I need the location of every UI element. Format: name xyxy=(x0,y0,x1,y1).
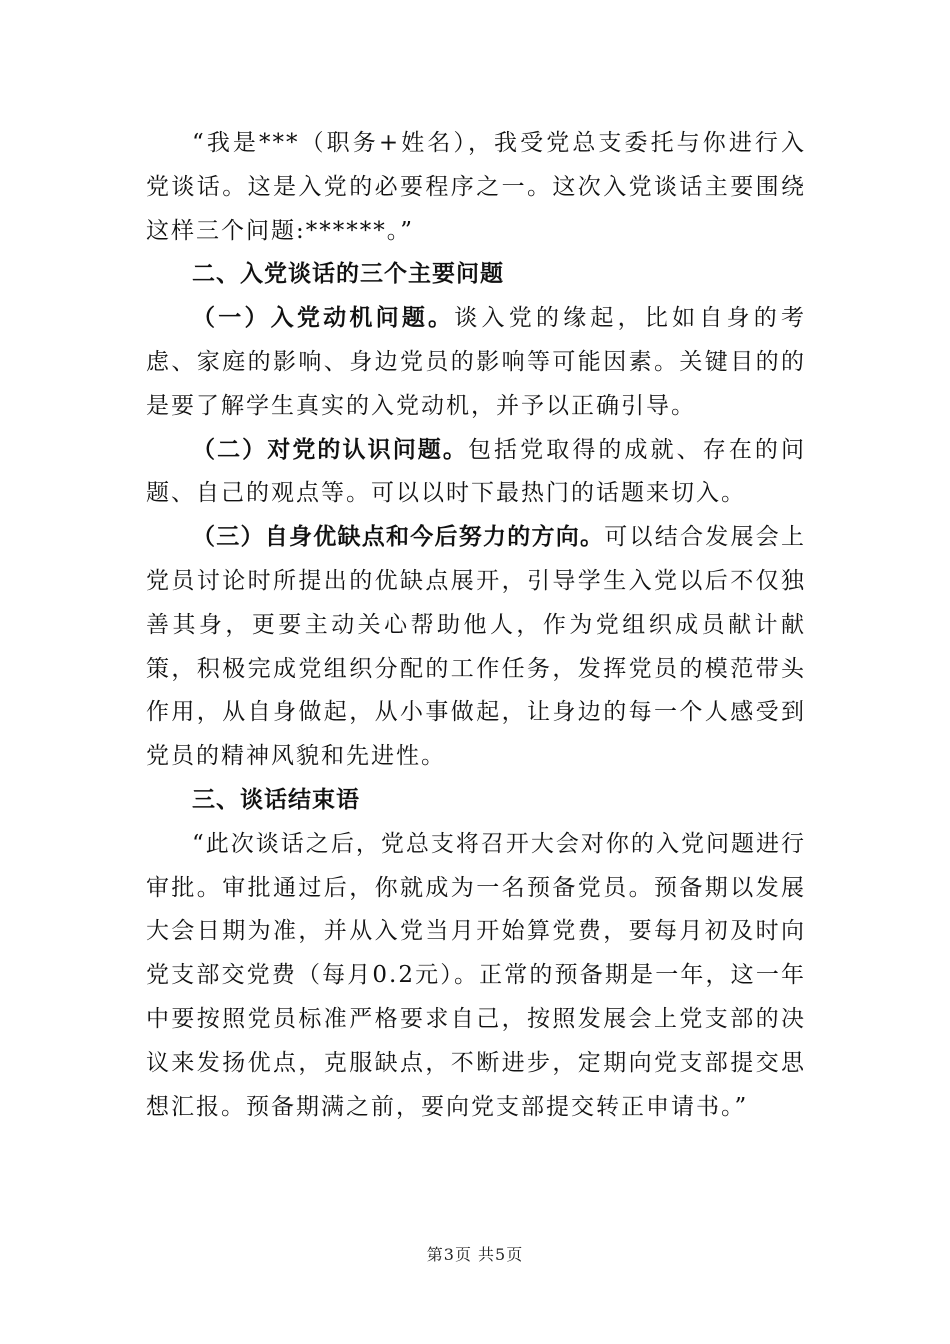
page-number-footer: 第3页 共5页 xyxy=(426,1245,524,1264)
item-motivation-body: 谈入党的缘起，比如自身的考虑、家庭的影响、身边党员的影响等可能因素。关键目的的是要了解学生真实的入党动机，并予以正确引导。 xyxy=(146,305,807,419)
item-strengths-body: 可以结合发展会上党员讨论时所提出的优缺点展开，引导学生入党以后不仅独善其身，更要主动关心帮助他人，作为党组织成员献计献策，积极完成党组织分配的工作任务，发挥党员的模范带头作用，从自身做起，从小事做起，让身边的每一个人感受到党员的精神风貌和先进性。 xyxy=(146,524,806,770)
item-motivation-paragraph xyxy=(146,297,806,428)
document-body xyxy=(146,122,806,1129)
item-understanding-lead: （二）对党的认识问题。 xyxy=(192,436,468,463)
section-three-heading: 三、谈话结束语 xyxy=(192,786,360,813)
intro-quote-paragraph: “我是***（职务+姓名），我受党总支委托与你进行入党谈话。这是入党的必要程序之一。这次入党谈话主要围绕这样三个问题:******。” xyxy=(146,130,806,244)
section-two-heading: 二、入党谈话的三个主要问题 xyxy=(192,261,504,288)
item-motivation-lead: （一）入党动机问题。 xyxy=(192,305,455,332)
item-understanding-paragraph xyxy=(146,429,806,517)
item-understanding-body: 包括党取得的成就、存在的问题、自己的观点等。可以以时下最热门的话题来切入。 xyxy=(146,436,807,507)
item-strengths-paragraph xyxy=(146,516,806,779)
item-strengths-lead: （三）自身优缺点和今后努力的方向。 xyxy=(192,524,605,551)
closing-quote-paragraph: “此次谈话之后，党总支将召开大会对你的入党问题进行审批。审批通过后，你就成为一名预备党员。预备期以发展大会日期为准，并从入党当月开始算党费，要每月初及时向党支部交党费（每月0.2元）。正常的预备期是一年，这一年中要按照党员标准严格要求自己，按照发展会上党支部的决议来发扬优点，克服缺点，不断进步，定期向党支部提交思想汇报。预备期满之前，要向党支部提交转正申请书。” xyxy=(146,830,806,1120)
